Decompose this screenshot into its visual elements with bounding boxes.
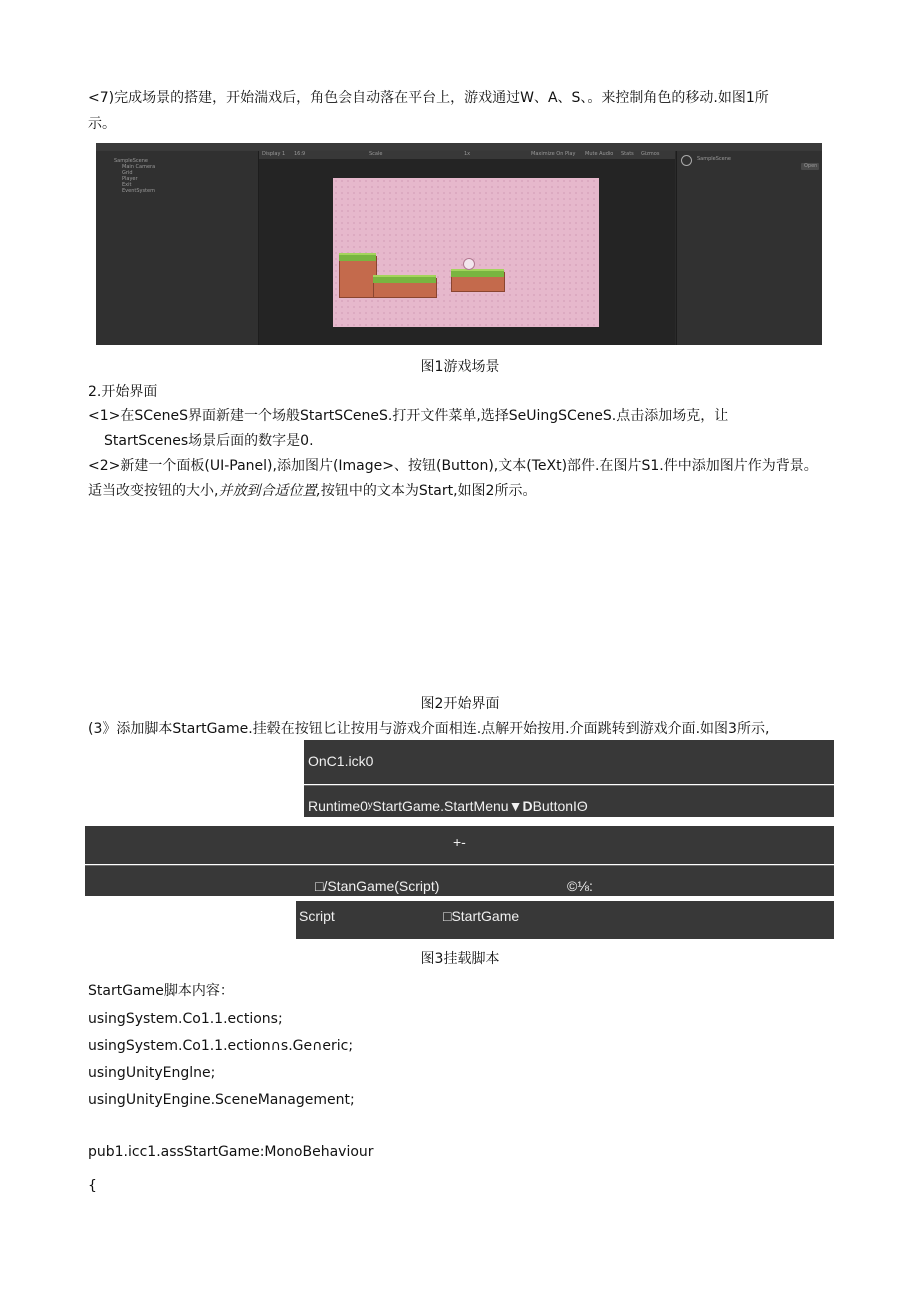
- unity-tab-bar: [96, 143, 822, 151]
- onclick-header-bar: [304, 740, 834, 784]
- code-line: usingSystem.Co1.1.ections;: [88, 1011, 283, 1027]
- script-field-value[interactable]: □StartGame: [443, 908, 520, 924]
- unity-game-view: [259, 151, 675, 345]
- toolbar-item: Mute Audio: [585, 151, 614, 157]
- toolbar-item: Display 1: [262, 151, 286, 157]
- toolbar-item: Scale: [369, 151, 383, 157]
- game-view-toolbar: [259, 151, 675, 159]
- platform-left: [339, 256, 377, 298]
- component-header-bar[interactable]: [85, 865, 834, 896]
- paragraph-2-line-1: <1>在SCeneS界面新建一个场般StartSCeneS.打开文件菜单,选择SeUingSCeneS.点击添加场克，让: [88, 408, 729, 424]
- bold-marker: D: [522, 798, 533, 814]
- toolbar-item: 16:9: [294, 151, 306, 157]
- paragraph-1-line-1: <7)完成场景的搭建，开始湍戏后，角色会自动落在平台上，游戏通过W、A、S、。来控制角色的移动.如图1所: [88, 90, 769, 106]
- platform-left-grass: [339, 253, 376, 261]
- open-button[interactable]: [801, 163, 819, 170]
- toolbar-item: Stats: [621, 151, 634, 157]
- figure-1-caption: 图1游戏场景: [420, 359, 500, 375]
- game-canvas: [333, 178, 599, 327]
- code-line: usingUnityEngine.SceneManagement;: [88, 1092, 355, 1108]
- code-line: usingUnityEnglne;: [88, 1065, 216, 1081]
- paragraph-1-line-2: 示。: [88, 116, 116, 132]
- hierarchy-item: Exit: [122, 182, 132, 188]
- hierarchy-item: Grid: [122, 170, 133, 176]
- text-run: 适当改变按钮的大小,: [88, 483, 219, 499]
- hierarchy-item: SampleScene: [114, 158, 148, 164]
- script-field-label: Script: [299, 908, 335, 924]
- unity-editor-screenshot: [96, 143, 822, 345]
- onclick-label: OnC1.ick0: [308, 753, 374, 769]
- italic-text-run: 并放到合适位置,: [218, 483, 321, 499]
- unity-scene-icon: [681, 155, 692, 166]
- dropdown-arrow-icon: ▼: [508, 798, 523, 814]
- section-heading: 2.开始界面: [88, 384, 158, 400]
- paragraph-4-line-1: (3》添加脚本StartGame.挂毂在按钮匕让按用与游戏介面相连.点解开始按用.介面跳转到游戏介面.如图3所示,: [88, 721, 770, 737]
- component-name: □/StanGame(Script): [315, 878, 440, 894]
- toolbar-item: Maximize On Play: [531, 151, 576, 157]
- component-settings-icon[interactable]: ©⅛:: [567, 878, 593, 894]
- figure-3-caption: 图3挂载脚本: [420, 951, 500, 967]
- onclick-event-row[interactable]: [304, 785, 834, 817]
- toolbar-item: 1x: [464, 151, 471, 157]
- platform-middle-grass: [373, 275, 436, 283]
- hierarchy-item: EventSystem: [122, 188, 155, 194]
- unity-inspector-panel: [676, 151, 822, 345]
- figure-2-caption: 图2开始界面: [420, 696, 500, 712]
- script-title: StartGame脚本内容：: [88, 983, 234, 999]
- text-run: 按钮中的文本为Start,如图2所示。: [320, 483, 537, 499]
- platform-right-grass: [451, 269, 504, 277]
- paragraph-3-line-1: <2>新建一个面板(UI-Panel),添加图片(Image>、按钮(Button),文本(TeXt)部件.在图片S1.件中添加图片作为背景。: [88, 458, 818, 474]
- button-function-label: ButtonIΘ: [532, 798, 588, 814]
- open-button-label: Open: [804, 163, 818, 169]
- paragraph-3-line-2: [88, 481, 536, 501]
- inspector-title: SampleScene: [697, 156, 731, 162]
- code-line: usingSystem.Co1.1.ection∩s.Ge∩eric;: [88, 1038, 354, 1054]
- runtime-dropdown-label[interactable]: [308, 797, 588, 815]
- player-character: [463, 258, 475, 270]
- code-line: {: [88, 1178, 97, 1194]
- plus-minus-bar: [85, 826, 834, 864]
- hierarchy-item: Main Camera: [122, 164, 156, 170]
- hierarchy-item: Player: [122, 176, 138, 182]
- script-field-row: [296, 901, 834, 939]
- paragraph-2-line-2: StartScenes场景后面的数字是0.: [104, 433, 314, 449]
- runtime-text: Runtime0ʸStartGame.StartMenu: [308, 798, 509, 814]
- unity-hierarchy-panel: [96, 151, 259, 345]
- add-remove-buttons[interactable]: +-: [453, 834, 466, 850]
- code-line: pub1.icc1.assStartGame:MonoBehaviour: [88, 1144, 374, 1160]
- toolbar-item: Gizmos: [641, 151, 660, 157]
